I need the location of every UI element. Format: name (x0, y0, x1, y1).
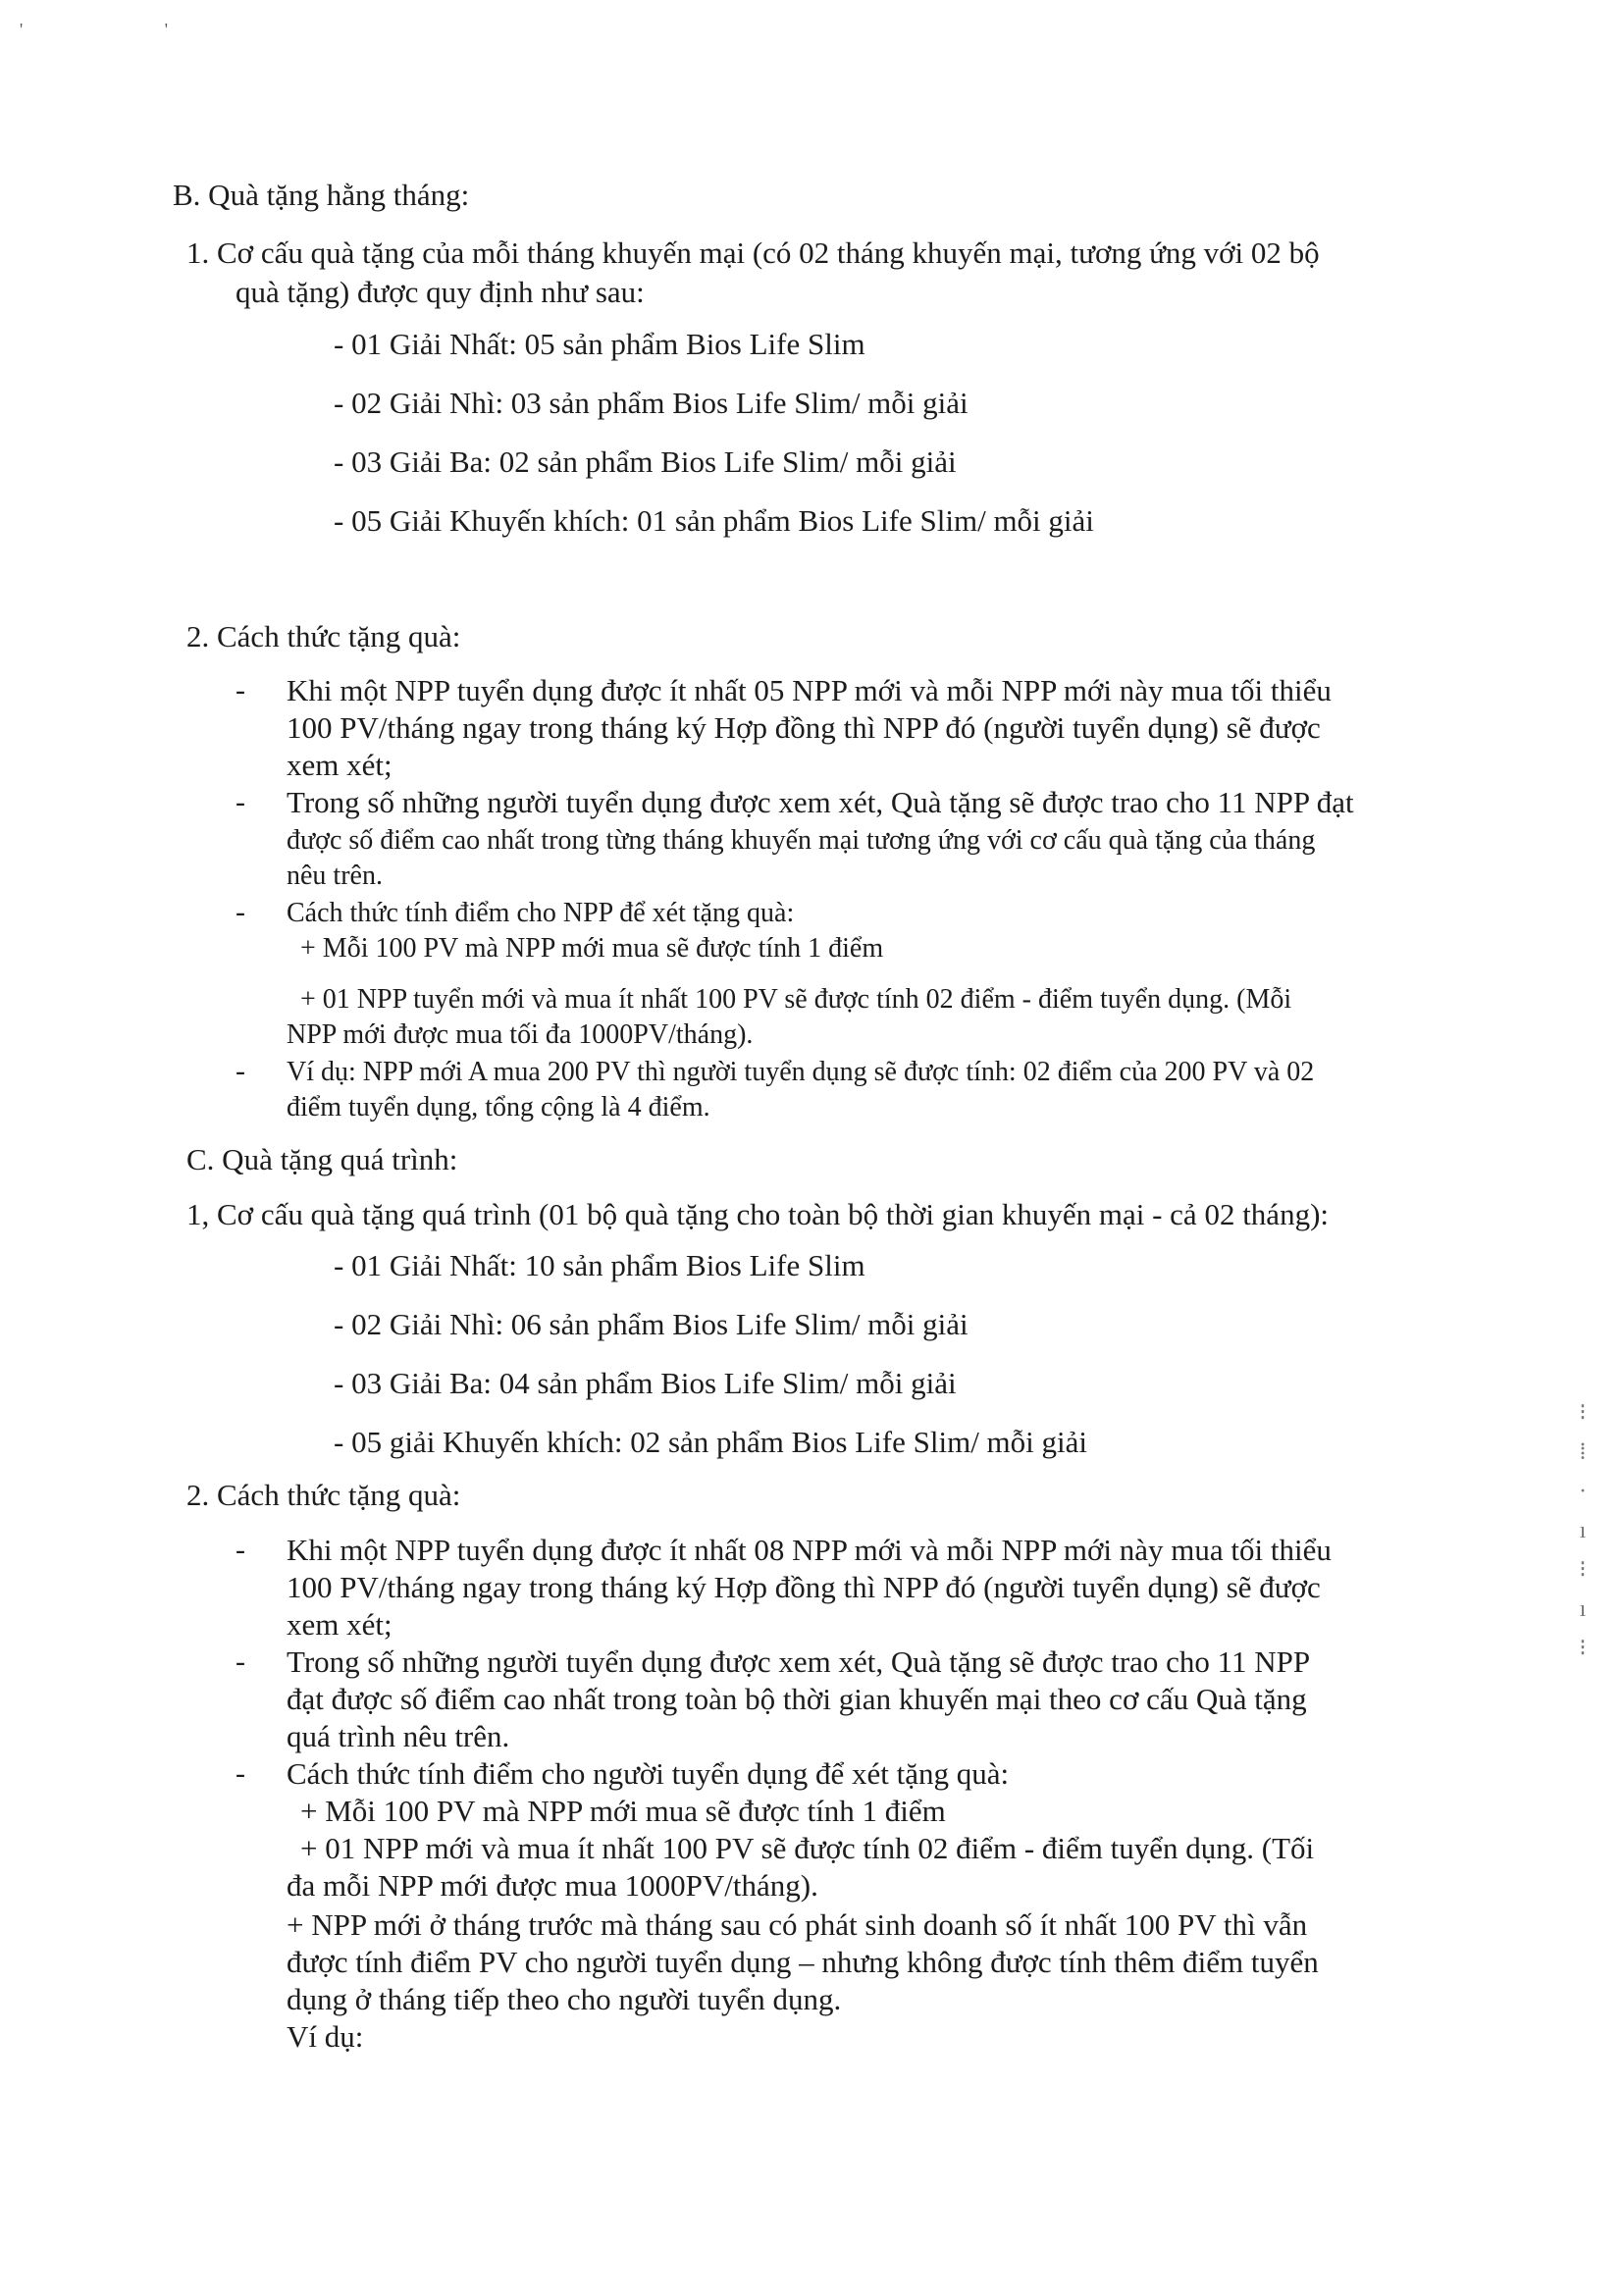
section-b-bullet4-line1: Ví dụ: NPP mới A mua 200 PV thì người tuyển dụng sẽ được tính: 02 điểm của 200 PV và 02 (287, 1057, 1315, 1087)
section-c-bullet3-plus1: + Mỗi 100 PV mà NPP mới mua sẽ được tính 1 điểm (300, 1794, 946, 1828)
section-c-item2-heading: 2. Cách thức tặng quà: (186, 1478, 461, 1512)
section-b-item2-heading: 2. Cách thức tặng quà: (186, 619, 461, 653)
bullet-dash: - (236, 896, 245, 928)
section-c-heading: C. Quà tặng quá trình: (186, 1142, 458, 1176)
section-b-bullet4-line2: điểm tuyển dụng, tổng cộng là 4 điểm. (287, 1092, 710, 1122)
margin-mark: ⁝ (1579, 1557, 1587, 1583)
section-c-bullet3: Cách thức tính điểm cho người tuyển dụng để xét tặng quà: (287, 1756, 1010, 1791)
section-b-item1-line1: 1. Cơ cấu quà tặng của mỗi tháng khuyến mại (có 02 tháng khuyến mại, tương ứng với 02 bộ (186, 235, 1320, 270)
section-b-prize-1: - 01 Giải Nhất: 05 sản phẩm Bios Life Slim (334, 327, 865, 361)
section-b-heading: B. Quà tặng hằng tháng: (173, 178, 470, 212)
scan-specks: ' ' (20, 20, 236, 39)
section-b-bullet2-line3: nêu trên. (287, 861, 383, 891)
section-c-bullet1-line1: Khi một NPP tuyển dụng được ít nhất 08 NPP mới và mỗi NPP mới này mua tối thiểu (287, 1533, 1332, 1567)
section-c-bullet3-plus2-line2: đa mỗi NPP mới được mua 1000PV/tháng). (287, 1868, 818, 1903)
margin-mark: ⁝ (1579, 1400, 1587, 1426)
section-b-bullet3: Cách thức tính điểm cho NPP để xét tặng quà: (287, 898, 795, 928)
section-b-bullet1-line2: 100 PV/tháng ngay trong tháng ký Hợp đồng thì NPP đó (người tuyển dụng) sẽ được (287, 710, 1321, 745)
section-c-prize-4: - 05 giải Khuyến khích: 02 sản phẩm Bios Life Slim/ mỗi giải (334, 1425, 1088, 1459)
margin-marks (1568, 1393, 1597, 1668)
section-b-bullet2-line2: được số điểm cao nhất trong từng tháng khuyến mại tương ứng với cơ cấu quà tặng của tháng (287, 825, 1316, 856)
section-c-prize-1: - 01 Giải Nhất: 10 sản phẩm Bios Life Slim (334, 1248, 865, 1282)
margin-mark: ⁝ (1579, 1636, 1587, 1661)
section-c-bullet3-plus2-line1: + 01 NPP mới và mua ít nhất 100 PV sẽ được tính 02 điểm - điểm tuyển dụng. (Tối (300, 1831, 1315, 1865)
bullet-dash: - (236, 1645, 245, 1678)
bullet-dash: - (236, 1534, 245, 1566)
section-c-bullet3-plus3-line1: + NPP mới ở tháng trước mà tháng sau có phát sinh doanh số ít nhất 100 PV thì vẫn (287, 1907, 1308, 1942)
section-b-bullet3-plus1: + Mỗi 100 PV mà NPP mới mua sẽ được tính 1 điểm (300, 933, 884, 964)
section-c-prize-2: - 02 Giải Nhì: 06 sản phẩm Bios Life Slim/ mỗi giải (334, 1307, 969, 1341)
margin-mark: ⁞ (1579, 1439, 1587, 1465)
section-c-bullet3-plus3-line2: được tính điểm PV cho người tuyển dụng – nhưng không được tính thêm điểm tuyển (287, 1945, 1319, 1979)
section-c-bullet2-line3: quá trình nêu trên. (287, 1719, 510, 1753)
section-c-item1: 1, Cơ cấu quà tặng quá trình (01 bộ quà tặng cho toàn bộ thời gian khuyến mại - cả 02 tháng): (186, 1197, 1329, 1231)
section-b-item1-line2: quà tặng) được quy định như sau: (236, 275, 645, 309)
section-c-bullet2-line2: đạt được số điểm cao nhất trong toàn bộ thời gian khuyến mại theo cơ cấu Quà tặng (287, 1682, 1307, 1716)
section-b-bullet1-line3: xem xét; (287, 748, 393, 782)
section-b-prize-2: - 02 Giải Nhì: 03 sản phẩm Bios Life Slim/ mỗi giải (334, 386, 969, 420)
section-c-example: Ví dụ: (287, 2019, 364, 2054)
section-b-prize-4: - 05 Giải Khuyến khích: 01 sản phẩm Bios Life Slim/ mỗi giải (334, 503, 1094, 538)
section-c-bullet2-line1: Trong số những người tuyển dụng được xem xét, Quà tặng sẽ được trao cho 11 NPP (287, 1644, 1311, 1679)
section-b-prize-3: - 03 Giải Ba: 02 sản phẩm Bios Life Slim/ mỗi giải (334, 444, 957, 479)
section-c-prize-3: - 03 Giải Ba: 04 sản phẩm Bios Life Slim/ mỗi giải (334, 1366, 957, 1400)
margin-mark: ı (1579, 1518, 1587, 1543)
bullet-dash: - (236, 1055, 245, 1087)
section-b-bullet3-plus2-line1: + 01 NPP tuyển mới và mua ít nhất 100 PV sẽ được tính 02 điểm - điểm tuyển dụng. (Mỗi (300, 984, 1292, 1015)
section-c-bullet1-line2: 100 PV/tháng ngay trong tháng ký Hợp đồng thì NPP đó (người tuyển dụng) sẽ được (287, 1570, 1321, 1604)
section-c-bullet1-line3: xem xét; (287, 1607, 393, 1642)
section-c-bullet3-plus3-line3: dụng ở tháng tiếp theo cho người tuyển dụng. (287, 1982, 842, 2016)
margin-mark: ı (1579, 1596, 1587, 1622)
section-b-bullet1-line1: Khi một NPP tuyển dụng được ít nhất 05 NPP mới và mỗi NPP mới này mua tối thiểu (287, 673, 1332, 707)
bullet-dash: - (236, 786, 245, 818)
section-b-bullet3-plus2-line2: NPP mới được mua tối đa 1000PV/tháng). (287, 1019, 754, 1050)
section-b-bullet2-line1: Trong số những người tuyển dụng được xem xét, Quà tặng sẽ được trao cho 11 NPP đạt (287, 785, 1354, 819)
bullet-dash: - (236, 1757, 245, 1790)
bullet-dash: - (236, 674, 245, 706)
margin-mark: · (1579, 1479, 1587, 1504)
